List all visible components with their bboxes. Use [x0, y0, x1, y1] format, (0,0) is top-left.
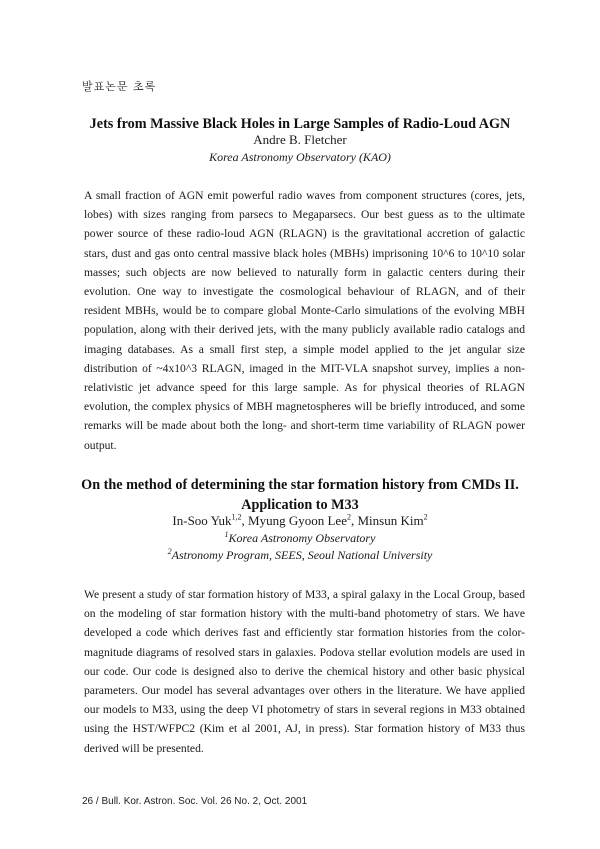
- paper-2-title-line-2: Application to M33: [241, 497, 359, 513]
- author-affil-mark: 1,2: [231, 512, 242, 522]
- paper-2-title-line-1: On the method of determining the star formation history from CMDs II.: [81, 477, 519, 493]
- paper-2-affiliation-2: [60, 547, 540, 564]
- author-name: Minsun Kim: [357, 513, 424, 528]
- affil-text: Korea Astronomy Observatory: [228, 531, 376, 545]
- section-label: 발표논문 초록: [82, 80, 157, 93]
- author-affil-mark: 2: [423, 512, 428, 522]
- author-name: In-Soo Yuk: [172, 513, 232, 528]
- affil-text: Astronomy Program, SEES, Seoul National University: [171, 548, 433, 562]
- paper-2-abstract: We present a study of star formation history of M33, a spiral galaxy in the Local Group, based on the modeling of star formation history with the multi-band photometry of stars. We have developed a code which derives fast and efficiently star formation histories from the color-magnitude diagrams of resolved stars in galaxies. Podova stellar evolution models are used in our code. Our code is designed also to derive the chemical history and other basic physical parameters. Our model has several advantages over others in the literature. We have applied our models to M33, using the deep VI photometry of stars in several regions in M33 obtained using the HST/WFPC2 (Kim et al 2001, AJ, in press). Star formation history of M33 thus derived will be presented.: [84, 588, 525, 755]
- paper-1-affiliation: Korea Astronomy Observatory (KAO): [209, 150, 391, 164]
- affil-mark: 1: [224, 530, 229, 539]
- paper-1-title: Jets from Massive Black Holes in Large Samples of Radio-Loud AGN: [89, 116, 511, 132]
- author-affil-mark: 2: [346, 512, 351, 522]
- paper-1-authors: Andre B. Fletcher: [253, 132, 347, 147]
- paper-1-abstract: A small fraction of AGN emit powerful radio waves from component structures (cores, jets, lobes) with sizes ranging from parsecs to Megaparsecs. Our best guess as to the ultimate power source of these radio-loud AGN (RLAGN) is the gravitational accretion of galactic stars, dust and gas onto central massive black holes (MBHs) imprisoning 10^6 to 10^10 solar masses; such objects are now believed to naturally form in galactic centers during their evolution. One way to investigate the cosmological behaviour of RLAGN, and of their resident MBHs, would be to compare global Monte-Carlo simulations of the evolving MBH population, along with their derived jets, with the many publicly available radio catalogs and imaging databases. As a small first step, a simple model applied to the jet angular size distribution of ~4x10^3 RLAGN, imaged in the MIT-VLA snapshot survey, implies a non-relativistic jet advance speed for this large sample. As for physical theories of RLAGN evolution, the complex physics of MBH magnetospheres will be briefly introduced, and some remarks will be made about both the long- and short-term time variability of RLAGN power output.: [84, 189, 525, 452]
- author-name: Myung Gyoon Lee: [248, 513, 347, 528]
- paper-2-authors: In-Soo Yuk$^{1,2}$, Myung Gyoon Lee$^2$, Minsun Kim$^2$: [172, 512, 428, 528]
- page-footer: 26 / Bull. Kor. Astron. Soc. Vol. 26 No. 2, Oct. 2001: [82, 796, 308, 807]
- affil-mark: 2: [167, 547, 172, 556]
- paper-2-affiliation-1: [60, 530, 540, 547]
